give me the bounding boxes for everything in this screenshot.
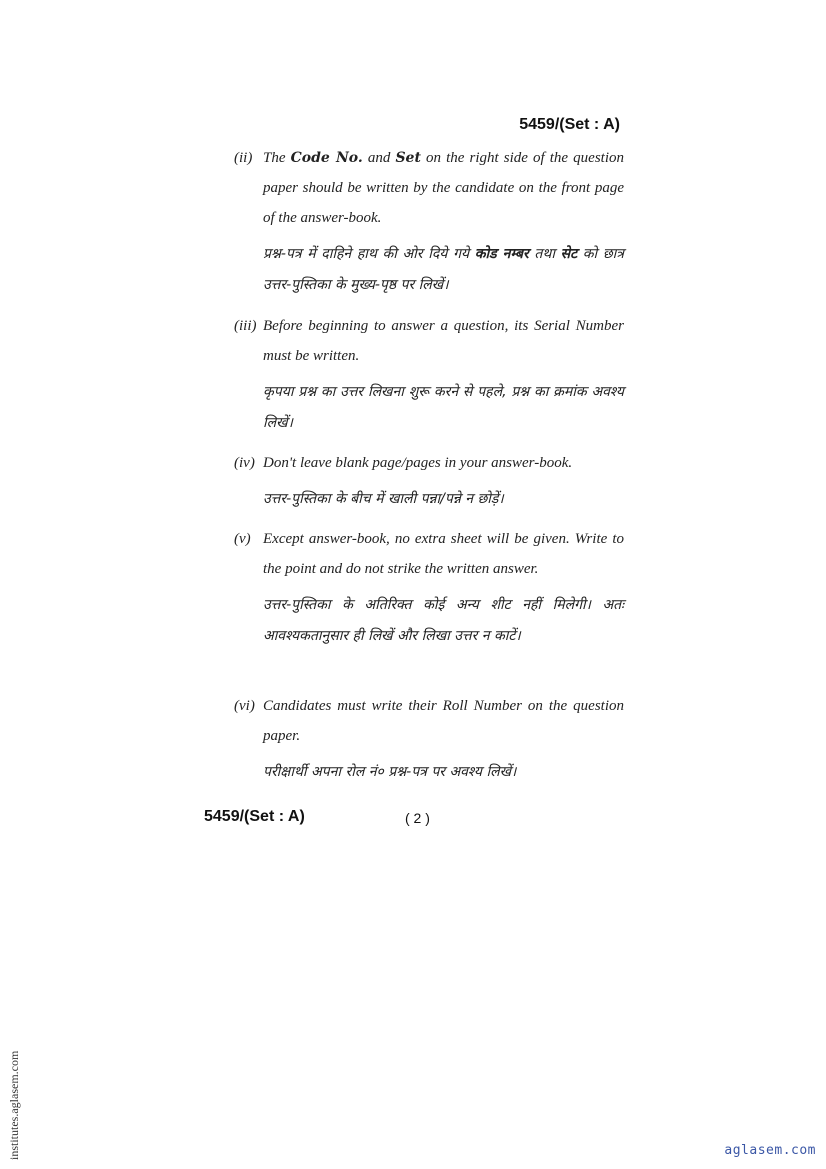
page-number: ( 2 ) bbox=[405, 810, 430, 826]
paper-code-footer: 5459/(Set : A) bbox=[204, 808, 305, 825]
instruction-number: (ii) bbox=[234, 150, 253, 166]
instruction-hindi: कृपया प्रश्न का उत्तर लिखना शुरू करने से पहले, प्रश्न का क्रमांक अवश्य लिखें। bbox=[263, 384, 624, 431]
code-no-hindi-emphasis: कोड नम्बर bbox=[474, 246, 529, 262]
paper-code-header: 5459/(Set : A) bbox=[519, 116, 620, 133]
instruction-number: (v) bbox=[234, 531, 251, 547]
instruction-english: The Code No. and Set on the right side of the question paper should be written by the candidate on the front page of the answer-book. bbox=[263, 150, 625, 226]
set-hindi-emphasis: सेट bbox=[560, 246, 578, 262]
instruction-number: (iii) bbox=[234, 318, 257, 334]
side-watermark: institutes.aglasem.com bbox=[7, 1050, 21, 1160]
instruction-iv bbox=[234, 448, 624, 515]
instruction-number: (vi) bbox=[234, 698, 255, 714]
instruction-english: Don't leave blank page/pages in your answer-book. bbox=[263, 455, 573, 471]
instruction-english: Candidates must write their Roll Number on the question paper. bbox=[263, 698, 624, 744]
instruction-hindi: उत्तर-पुस्तिका के अतिरिक्त कोई अन्य शीट नहीं मिलेगी। अतः आवश्यकतानुसार ही लिखें और लिखा उत्तर न काटें। bbox=[263, 597, 624, 644]
instruction-english: Except answer-book, no extra sheet will be given. Write to the point and do not strike the written answer. bbox=[263, 531, 624, 577]
instruction-hindi: उत्तर-पुस्तिका के बीच में खाली पन्ना/पन्ने न छोड़ें। bbox=[263, 491, 504, 507]
code-no-emphasis: Code No. bbox=[290, 150, 363, 166]
instruction-v bbox=[234, 524, 624, 652]
brand-watermark: aglasem.com bbox=[724, 1143, 816, 1158]
instruction-hindi: प्रश्न-पत्र में दाहिने हाथ की ओर दिये गये कोड नम्बर तथा सेट को छात्र उत्तर-पुस्तिका के मुख्य-पृष्ठ पर लिखें। bbox=[263, 246, 625, 293]
instruction-vi bbox=[234, 691, 624, 788]
instruction-english: Before beginning to answer a question, its Serial Number must be written. bbox=[263, 318, 624, 364]
instruction-hindi: परीक्षार्थी अपना रोल नं० प्रश्न-पत्र पर अवश्य लिखें। bbox=[263, 764, 517, 780]
set-emphasis: Set bbox=[395, 150, 421, 166]
instruction-iii bbox=[234, 311, 624, 439]
instruction-ii bbox=[234, 143, 624, 301]
instruction-number: (iv) bbox=[234, 455, 255, 471]
